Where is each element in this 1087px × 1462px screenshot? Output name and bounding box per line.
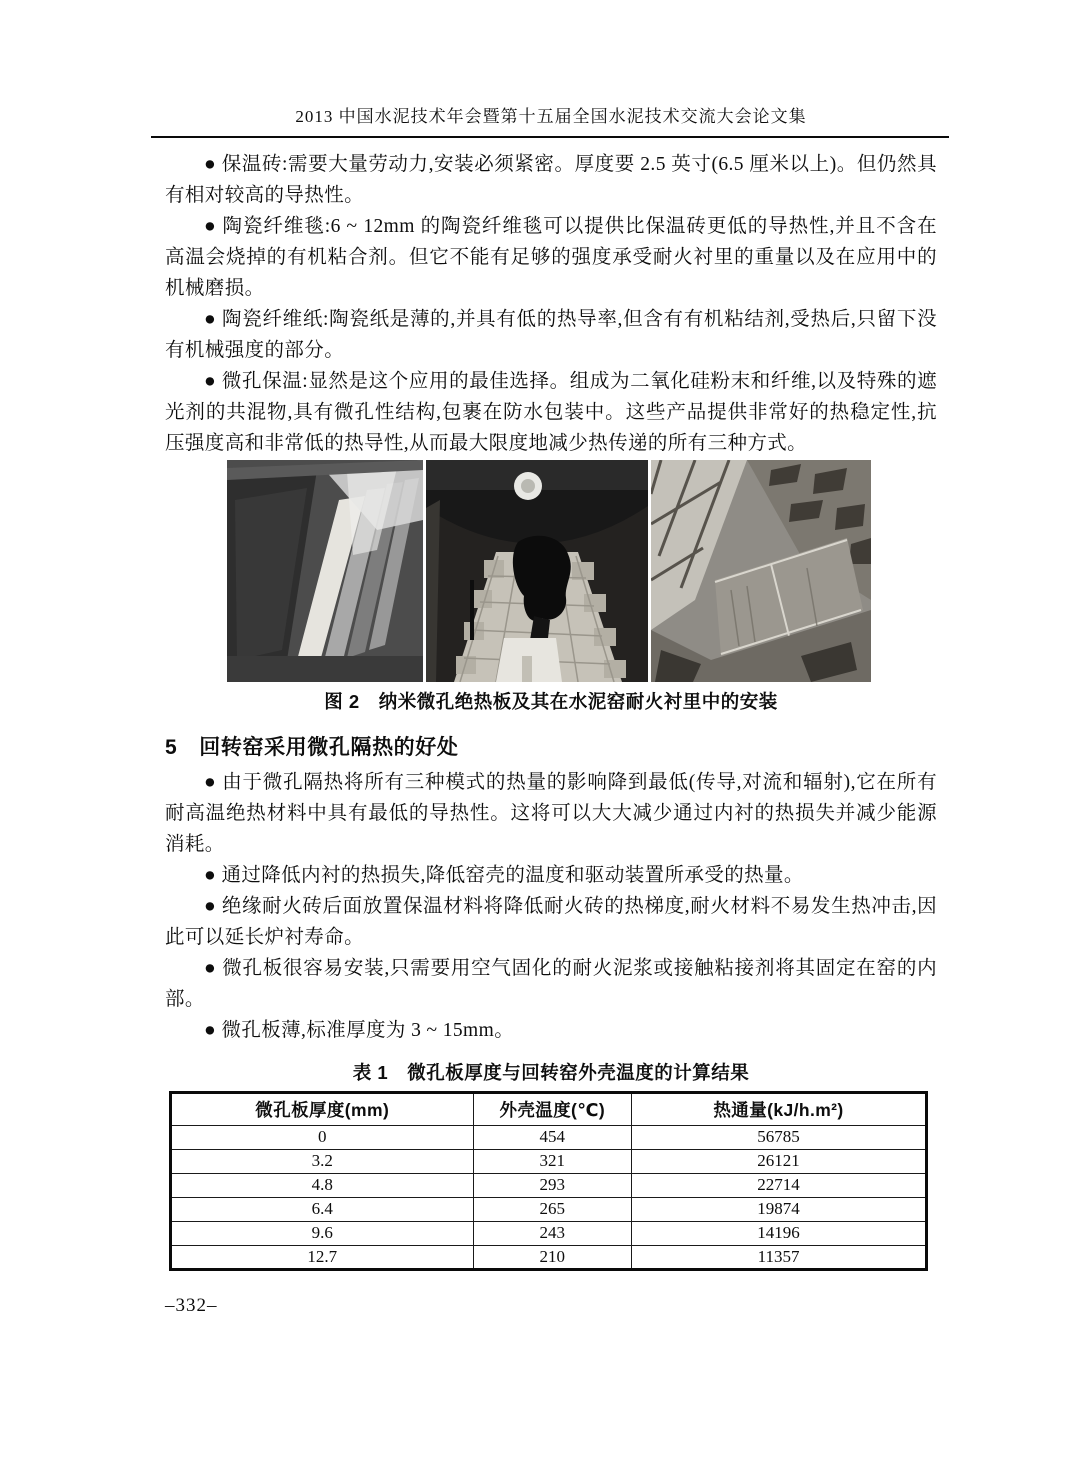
table-1-block (165, 1059, 937, 1270)
cell-temperature: 265 (473, 1197, 632, 1221)
table-row (171, 1125, 926, 1149)
bullet-paragraph-insulating-brick: ● 保温砖:需要大量劳动力,安装必须紧密。厚度要 2.5 英寸(6.5 厘米以上)。但仍然具有相对较高的导热性。 (165, 154, 937, 206)
bullet-paragraph-microporous-insulation: ● 微孔保温:显然是这个应用的最佳选择。组成为二氧化硅粉末和纤维,以及特殊的遮光剂的共混物,具有微孔性结构,包裹在防水包装中。这些产品提供非常好的热稳定性,抗压强度高和非常低的热导性,从而最大限度地减少热传递的所有三种方式。 (165, 371, 937, 454)
cell-thickness: 0 (171, 1125, 473, 1149)
cell-thickness: 9.6 (171, 1221, 473, 1245)
page-content (165, 102, 937, 1270)
column-header-shell-temperature: 外壳温度(℃) (473, 1093, 632, 1125)
header-rule (151, 136, 949, 138)
table-row (171, 1173, 926, 1197)
cell-temperature: 321 (473, 1149, 632, 1173)
column-header-heat-flux: 热通量(kJ/h.m²) (632, 1093, 926, 1125)
body-text-block (165, 149, 937, 459)
cell-temperature: 210 (473, 1245, 632, 1269)
benefits-text-block (165, 767, 937, 1046)
section-title: 回转窑采用微孔隔热的好处 (199, 736, 459, 759)
brick-lining-installation-photo (651, 460, 871, 682)
bullet-paragraph-easy-installation: ● 微孔板很容易安装,只需要用空气固化的耐火泥浆或接触粘接剂将其固定在窑的内部。 (165, 958, 937, 1010)
table-row (171, 1221, 926, 1245)
cell-thickness: 6.4 (171, 1197, 473, 1221)
cell-thickness: 12.7 (171, 1245, 473, 1269)
running-header-title: 2013 中国水泥技术年会暨第十五届全国水泥技术交流大会论文集 (295, 107, 807, 126)
cell-temperature: 293 (473, 1173, 632, 1197)
microporous-insulation-boards-photo (227, 460, 423, 682)
table-row (171, 1149, 926, 1173)
bullet-paragraph-thin-boards: ● 微孔板薄,标准厚度为 3 ~ 15mm。 (204, 1020, 515, 1041)
cell-heat-flux: 56785 (632, 1125, 926, 1149)
table-row (171, 1245, 926, 1269)
figure-2 (165, 460, 937, 714)
bullet-paragraph-lowest-conductivity: ● 由于微孔隔热将所有三种模式的热量的影响降到最低(传导,对流和辐射),它在所有耐高温绝热材料中具有最低的导热性。这将可以大大减少通过内衬的热损失并减少能源消耗。 (165, 772, 937, 855)
bullet-paragraph-ceramic-fiber-blanket: ● 陶瓷纤维毯:6 ~ 12mm 的陶瓷纤维毯可以提供比保温砖更低的导热性,并且不含在高温会烧掉的有机粘合剂。但它不能有足够的强度承受耐火衬里的重量以及在应用中的机械磨损。 (165, 216, 937, 299)
results-table (170, 1092, 927, 1270)
cell-thickness: 3.2 (171, 1149, 473, 1173)
cell-temperature: 454 (473, 1125, 632, 1149)
bullet-paragraph-ceramic-fiber-paper: ● 陶瓷纤维纸:陶瓷纸是薄的,并具有低的热导率,但含有有机粘结剂,受热后,只留下没有机械强度的部分。 (165, 309, 937, 361)
page-number: –332– (165, 1295, 218, 1316)
cell-heat-flux: 22714 (632, 1173, 926, 1197)
table-title: 表 1 微孔板厚度与回转窑外壳温度的计算结果 (352, 1062, 750, 1083)
figure-photo-row (227, 460, 872, 682)
table-row (171, 1197, 926, 1221)
bullet-paragraph-thermal-gradient: ● 绝缘耐火砖后面放置保温材料将降低耐火砖的热梯度,耐火材料不易发生热冲击,因此可以延长炉衬寿命。 (165, 896, 937, 948)
section-number: 5 (165, 736, 178, 759)
figure-caption: 图 2 纳米微孔绝热板及其在水泥窑耐火衬里中的安装 (324, 691, 778, 712)
bullet-paragraph-shell-temperature: ● 通过降低内衬的热损失,降低窑壳的温度和驱动装置所承受的热量。 (204, 865, 804, 886)
cell-heat-flux: 26121 (632, 1149, 926, 1173)
cell-heat-flux: 14196 (632, 1221, 926, 1245)
cell-thickness: 4.8 (171, 1173, 473, 1197)
column-header-thickness: 微孔板厚度(mm) (171, 1093, 473, 1125)
section-heading-5 (165, 731, 937, 761)
kiln-interior-lining-photo (426, 460, 648, 682)
cell-temperature: 243 (473, 1221, 632, 1245)
cell-heat-flux: 11357 (632, 1245, 926, 1269)
cell-heat-flux: 19874 (632, 1197, 926, 1221)
table-header-row (171, 1093, 926, 1125)
